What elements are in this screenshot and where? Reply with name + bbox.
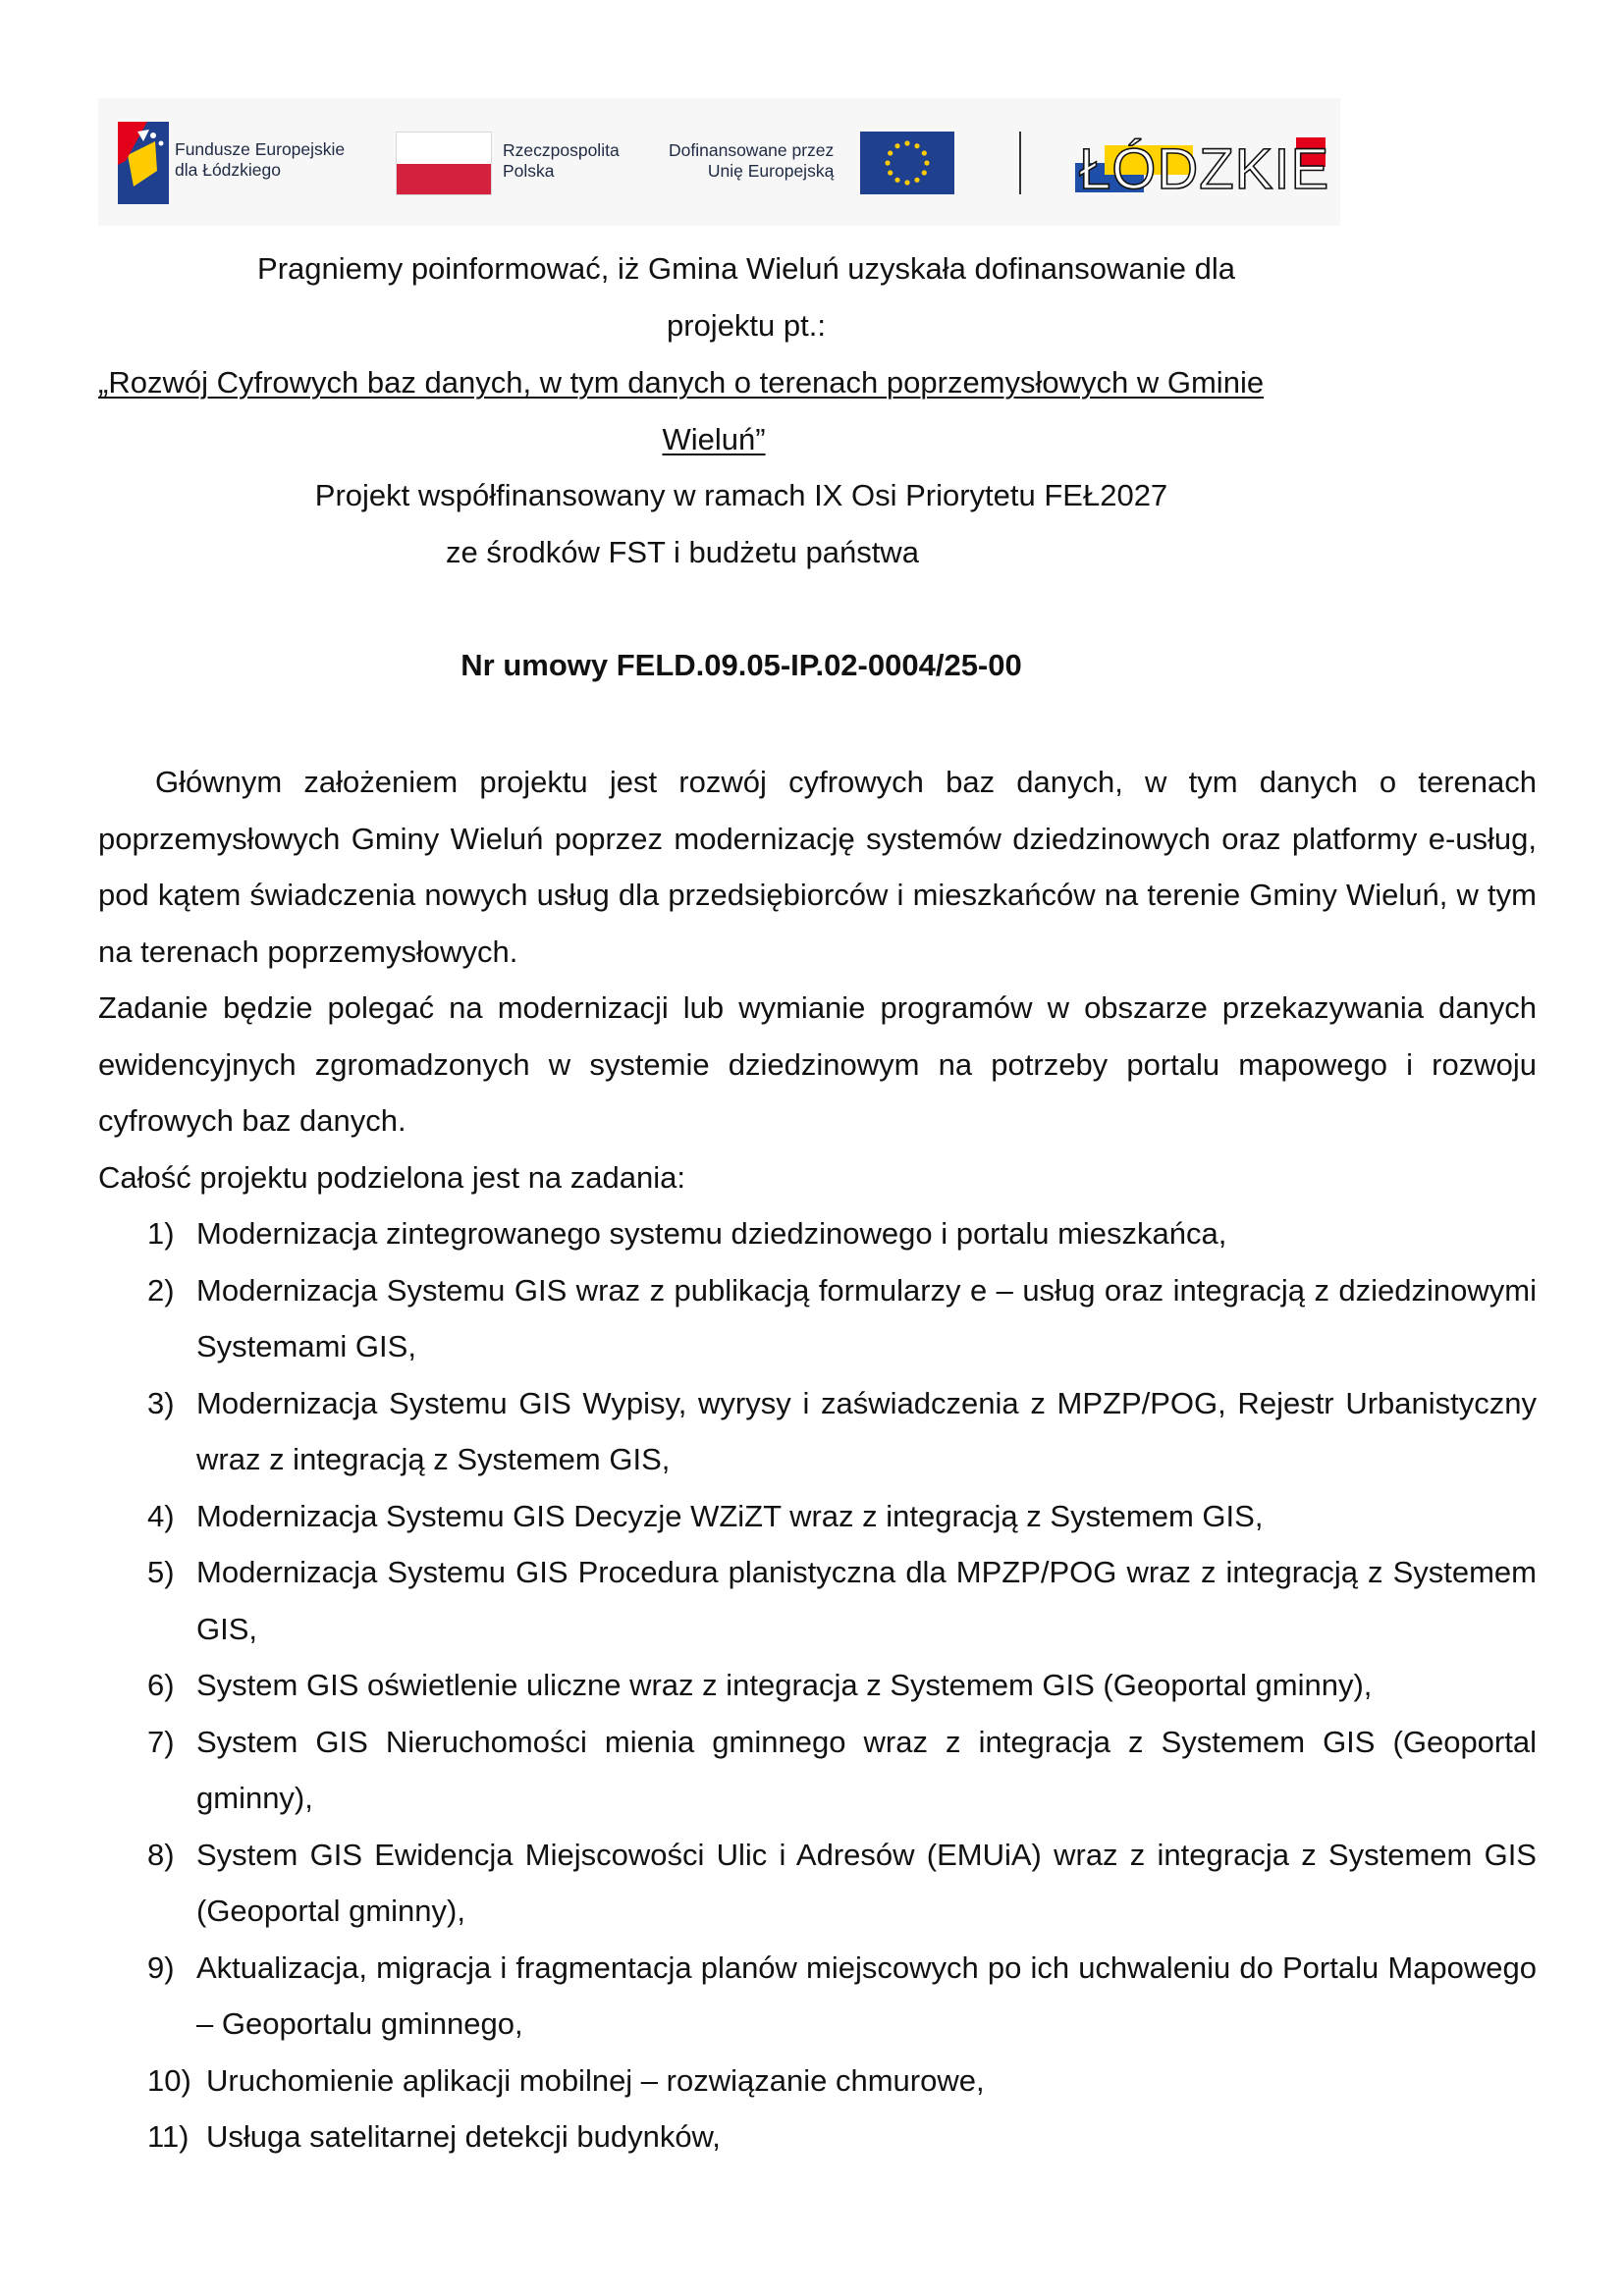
task-list — [98, 1205, 1537, 2165]
intro-line-1: Pragniemy poinformować, iż Gmina Wieluń uzyskała dofinansowanie dla — [257, 251, 1235, 286]
cofinancing-line-2: ze środków FST i budżetu państwa — [446, 535, 919, 569]
description-paragraph-1: Głównym założeniem projektu jest rozwój cyfrowych baz danych, w tym danych o terenach poprzemysłowych Gminy Wieluń poprzez modernizację systemów dziedzinowych oraz platformy e-usług, pod kątem świadczenia nowych usług dla przedsiębiorców i mieszkańców na terenie Gminy Wieluń, w tym na terenach poprzemysłowych. — [98, 765, 1537, 969]
cofinancing-line-1: Projekt współfinansowany w ramach IX Osi Priorytetu FEŁ2027 — [314, 478, 1168, 512]
task-item: 4) Modernizacja Systemu GIS Decyzje WZiZT wraz z integracją z Systemem GIS, — [147, 1498, 1264, 1533]
task-item: 3) Modernizacja Systemu GIS Wypisy, wyrysy i zaświadczenia z MPZP/POG, Rejestr Urbanistyczny wraz z integracją z Systemem GIS, — [147, 1385, 1537, 1476]
svg-text:ŁÓDZKIE: ŁÓDZKIE — [1079, 137, 1330, 196]
logo-divider — [1019, 132, 1021, 194]
description-section — [98, 754, 1537, 1205]
task-item: 8) System GIS Ewidencja Miejscowości Ulic i Adresów (EMUiA) wraz z integracja z Systemem GIS (Geoportal gminny), — [147, 1837, 1537, 1928]
tasks-intro: Całość projektu podzielona jest na zadania: — [98, 1159, 685, 1195]
contract-number: Nr umowy FELD.09.05-IP.02-0004/25-00 — [460, 648, 1022, 682]
eu-cofinancing-text: Dofinansowane przez Unię Europejską — [669, 140, 835, 181]
logo-bar — [98, 98, 1340, 226]
task-item: 1) Modernizacja zintegrowanego systemu dziedzinowego i portalu mieszkańca, — [147, 1216, 1227, 1251]
task-item: 7) System GIS Nieruchomości mienia gminnego wraz z integracja z Systemem GIS (Geoportal gminny), — [147, 1724, 1537, 1815]
polish-flag-icon — [396, 132, 492, 195]
task-item: 5) Modernizacja Systemu GIS Procedura planistyczna dla MPZP/POG wraz z integracją z Systemem GIS, — [147, 1555, 1537, 1646]
project-title-line-2: Wieluń” — [662, 422, 766, 456]
task-item: 9) Aktualizacja, migracja i fragmentacja planów miejscowych po ich uchwaleniu do Portalu Mapowego – Geoportalu gminnego, — [147, 1949, 1537, 2041]
rzeczpospolita-polska-text: Rzeczpospolita Polska — [503, 140, 620, 181]
lodzkie-region-logo — [1075, 137, 1330, 196]
intro-line-2: projektu pt.: — [667, 308, 826, 343]
project-title-line-1: „Rozwój Cyfrowych baz danych, w tym danych o terenach poprzemysłowych w Gminie — [98, 365, 1265, 400]
description-paragraph-2: Zadanie będzie polegać na modernizacji lub wymianie programów w obszarze przekazywania danych ewidencyjnych zgromadzonych w systemie dziedzinowym na potrzeby portalu mapowego i rozwoju cyfrowych baz danych. — [98, 990, 1537, 1138]
fundusze-europejskie-text: Fundusze Europejskie dla Łódzkiego — [175, 139, 346, 180]
task-item: 6) System GIS oświetlenie uliczne wraz z integracja z Systemem GIS (Geoportal gminny), — [147, 1668, 1373, 1702]
task-item: 2) Modernizacja Systemu GIS wraz z publikacją formularzy e – usług oraz integracją z dziedzinowymi Systemami GIS, — [147, 1272, 1537, 1363]
task-item: 10) Uruchomienie aplikacji mobilnej – rozwiązanie chmurowe, — [147, 2062, 985, 2098]
fundusze-europejskie-logo — [118, 122, 169, 204]
task-item: 11) Usługa satelitarnej detekcji budynków, — [147, 2119, 721, 2154]
eu-flag-icon — [860, 132, 954, 194]
